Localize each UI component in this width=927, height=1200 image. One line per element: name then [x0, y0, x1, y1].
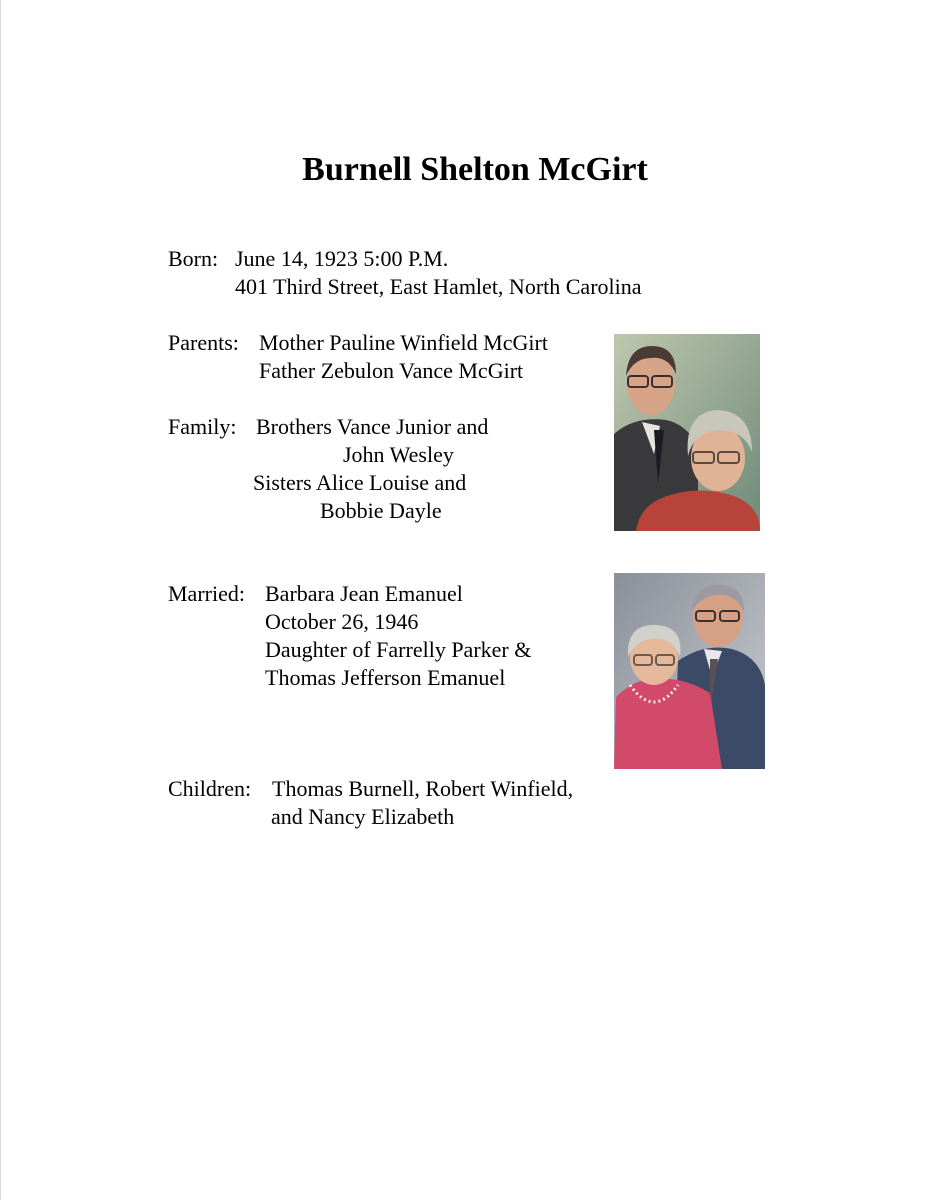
married-date: October 26, 1946 — [265, 609, 419, 634]
parents-photo — [614, 334, 760, 531]
family-label: Family: — [168, 414, 237, 439]
parents-label: Parents: — [168, 330, 239, 355]
children-line1: Thomas Burnell, Robert Winfield, — [272, 776, 574, 801]
page-title: Burnell Shelton McGirt — [302, 151, 648, 188]
married-spouse: Barbara Jean Emanuel — [265, 581, 463, 606]
children-label: Children: — [168, 776, 252, 801]
married-daughter-of-line1: Daughter of Farrelly Parker & — [265, 637, 532, 662]
married-daughter-of-line2: Thomas Jefferson Emanuel — [265, 665, 506, 690]
born-place: 401 Third Street, East Hamlet, North Carolina — [235, 274, 642, 299]
couple-photo — [614, 573, 765, 769]
born-label: Born: — [168, 246, 219, 271]
family-brothers-line1: Brothers Vance Junior and — [256, 414, 489, 439]
born-date: June 14, 1923 5:00 P.M. — [235, 246, 449, 271]
children-line2: and Nancy Elizabeth — [271, 804, 455, 829]
family-sisters-line1: Sisters Alice Louise and — [253, 470, 467, 495]
family-brothers-line2: John Wesley — [343, 442, 454, 467]
family-sisters-line2: Bobbie Dayle — [320, 498, 442, 523]
parents-father: Father Zebulon Vance McGirt — [259, 358, 524, 383]
parents-mother: Mother Pauline Winfield McGirt — [259, 330, 548, 355]
married-label: Married: — [168, 581, 245, 606]
